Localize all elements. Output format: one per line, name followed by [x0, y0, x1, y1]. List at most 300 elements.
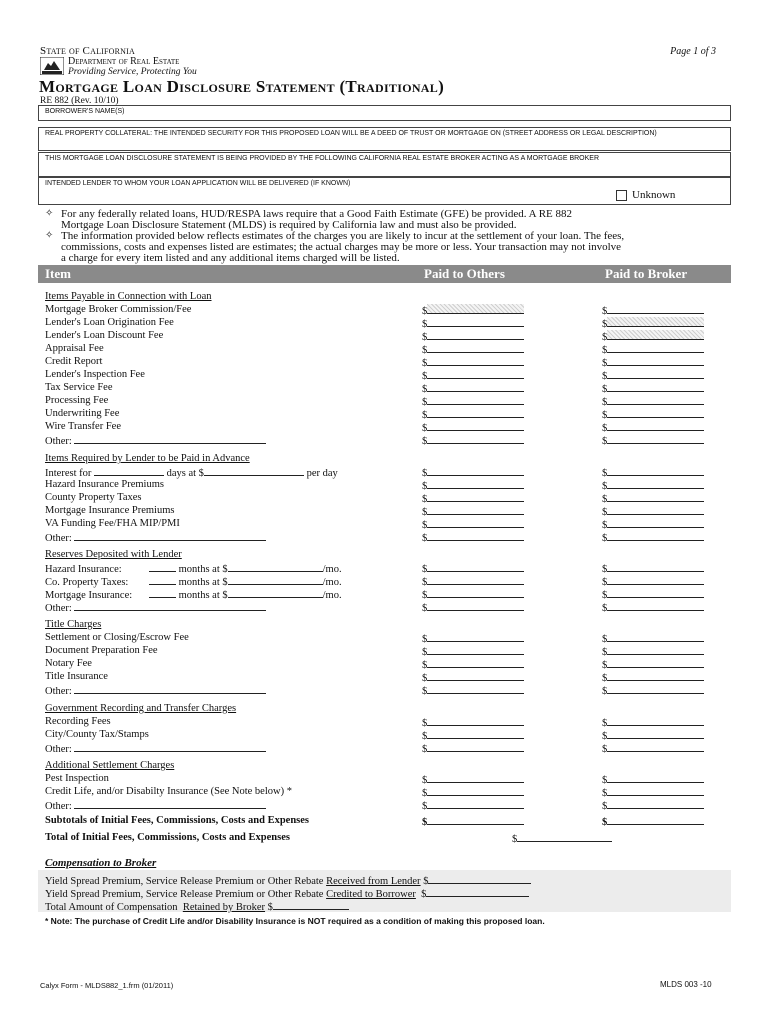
dollar-sign: $ [422, 423, 428, 434]
dollar-sign: $ [602, 673, 608, 684]
others-discount-fee [422, 330, 524, 344]
column-paid-to-broker: Paid to Broker [605, 266, 688, 281]
item-other-reserves [45, 601, 266, 615]
item-other-government [45, 742, 266, 756]
broker-discount-fee [602, 330, 704, 344]
per-month-label: /mo. [322, 590, 342, 601]
dollar-sign: $ [422, 410, 428, 421]
broker-va-funding [602, 518, 704, 532]
others-interest [422, 466, 524, 480]
item-reserve-taxes [45, 575, 342, 589]
broker-credit-life [602, 786, 704, 800]
dollar-sign: $ [422, 817, 428, 828]
other-label: Other: [45, 533, 72, 544]
others-other-advance [422, 531, 524, 545]
broker-subtotal [602, 815, 704, 829]
amount-field[interactable] [427, 562, 524, 572]
item-escrow-fee: Settlement or Closing/Escrow Fee [45, 632, 189, 643]
other-description-field[interactable] [74, 601, 266, 611]
dollar-sign: $ [422, 468, 428, 479]
dollar-sign: $ [422, 673, 428, 684]
dollar-sign: $ [602, 577, 608, 588]
item-reserve-mortgage [45, 588, 342, 602]
form-revision: RE 882 (Rev. 10/10) [40, 96, 119, 106]
item-interest [45, 466, 338, 480]
dollar-sign: $ [602, 775, 608, 786]
amount-field[interactable] [607, 304, 704, 314]
dollar-sign: $ [602, 436, 608, 447]
dollar-sign: $ [602, 494, 608, 505]
amount-field[interactable] [427, 382, 524, 392]
dollar-sign: $ [602, 520, 608, 531]
broker-title-insurance [602, 671, 704, 685]
footer-form-code: MLDS 003 -10 [660, 980, 712, 989]
broker-other-reserves [602, 601, 704, 615]
lender-label: INTENDED LENDER TO WHOM YOUR LOAN APPLICATION WILL BE DELIVERED (IF KNOWN) [45, 180, 351, 187]
broker-notary-fee [602, 658, 704, 672]
amount-field[interactable] [607, 645, 704, 655]
dollar-sign: $ [422, 436, 428, 447]
column-paid-to-others: Paid to Others [424, 266, 505, 281]
credit-life-note: * Note: The purchase of Credit Life and/or Disability Insurance is NOT required as a condition of making this proposed loan. [45, 916, 545, 926]
broker-mortgage-premiums [602, 505, 704, 519]
credited-amount-field[interactable] [426, 887, 529, 897]
grand-total [512, 832, 612, 846]
per-day-label: per day [306, 468, 338, 479]
dollar-sign: $ [602, 371, 608, 382]
broker-other-loan [602, 434, 704, 448]
item-appraisal-fee: Appraisal Fee [45, 343, 104, 354]
amount-field[interactable] [607, 531, 704, 541]
column-item: Item [45, 266, 71, 281]
amount-field[interactable] [607, 716, 704, 726]
reserve-months-field[interactable] [149, 588, 176, 598]
others-credit-report [422, 356, 524, 370]
others-va-funding [422, 518, 524, 532]
note-estimates-line2: commissions, costs and expenses listed are estimates; the actual charges may be more or less. Your transaction may not involve [61, 241, 622, 253]
page-number: Page 1 of 3 [670, 46, 716, 57]
amount-field[interactable] [607, 632, 704, 642]
form-title: Mortgage Loan Disclosure Statement (Traditional) [39, 77, 445, 96]
dollar-sign: $ [422, 686, 428, 697]
dollar-sign: $ [267, 902, 273, 913]
dollar-sign: $ [422, 603, 428, 614]
broker-broker-commission [602, 304, 704, 318]
dollar-sign: $ [602, 718, 608, 729]
amount-field[interactable] [427, 492, 524, 502]
other-label: Other: [45, 744, 72, 755]
credited-to-borrower-label: Credited to Borrower [326, 889, 416, 900]
footer-form-id: Calyx Form - MLDS882_1.frm (01/2011) [40, 981, 174, 990]
other-description-field[interactable] [74, 742, 266, 752]
item-doc-prep-fee: Document Preparation Fee [45, 645, 158, 656]
amount-field[interactable] [427, 575, 524, 585]
amount-field[interactable] [607, 356, 704, 366]
reserve-months-field[interactable] [149, 575, 176, 585]
dollar-sign: $ [422, 801, 428, 812]
dollar-sign: $ [602, 603, 608, 614]
amount-field[interactable] [427, 531, 524, 541]
other-description-field[interactable] [74, 531, 266, 541]
broker-other-government [602, 742, 704, 756]
amount-field[interactable] [607, 343, 704, 353]
diamond-bullet-icon: ✧ [45, 208, 54, 219]
item-reserve-hazard [45, 562, 342, 576]
amount-field[interactable] [427, 632, 524, 642]
dollar-sign: $ [602, 731, 608, 742]
dollar-sign: $ [422, 481, 428, 492]
amount-field-disabled [607, 317, 704, 327]
amount-field[interactable] [427, 815, 524, 825]
others-inspection-fee [422, 369, 524, 383]
dollar-sign: $ [422, 590, 428, 601]
dollar-sign: $ [422, 660, 428, 671]
amount-field[interactable] [607, 421, 704, 431]
amount-field[interactable] [427, 786, 524, 796]
amount-field[interactable] [427, 356, 524, 366]
broker-tax-stamps [602, 729, 704, 743]
others-county-taxes [422, 492, 524, 506]
reserve-taxes-label: Co. Property Taxes: [45, 577, 129, 588]
dollar-sign: $ [422, 358, 428, 369]
amount-field[interactable] [427, 369, 524, 379]
others-processing-fee [422, 395, 524, 409]
broker-recording-fees [602, 716, 704, 730]
lender-field[interactable] [38, 177, 731, 205]
item-discount-fee: Lender's Loan Discount Fee [45, 330, 164, 341]
broker-county-taxes [602, 492, 704, 506]
note-estimates-line1: The information provided below reflects estimates of the charges you are likely to incur at the settlement of your loan. The fees, [61, 230, 625, 242]
amount-field-disabled [607, 330, 704, 340]
amount-field[interactable] [607, 562, 704, 572]
borrower-name-field[interactable] [38, 105, 731, 121]
broker-credit-report [602, 356, 704, 370]
item-tax-stamps: City/County Tax/Stamps [45, 729, 149, 740]
dollar-sign: $ [422, 775, 428, 786]
amount-field[interactable] [607, 742, 704, 752]
months-at-label: months at $ [178, 564, 228, 575]
other-description-field[interactable] [74, 684, 266, 694]
department-name: Department of Real Estate [68, 56, 180, 67]
reserve-mortgage-label: Mortgage Insurance: [45, 590, 133, 601]
others-broker-commission [422, 304, 524, 318]
broker-appraisal-fee [602, 343, 704, 357]
borrower-name-label: BORROWER'S NAME(S) [45, 108, 125, 115]
dollar-sign: $ [602, 332, 608, 343]
comp-total-row [45, 900, 349, 914]
months-at-label: months at $ [178, 590, 228, 601]
interest-label: Interest for [45, 468, 92, 479]
broker-tax-service-fee [602, 382, 704, 396]
item-hazard-premiums: Hazard Insurance Premiums [45, 479, 164, 490]
item-underwriting-fee: Underwriting Fee [45, 408, 120, 419]
amount-field[interactable] [607, 408, 704, 418]
unknown-checkbox[interactable] [616, 190, 627, 201]
broker-doc-prep-fee [602, 645, 704, 659]
others-reserve-mortgage [422, 588, 524, 602]
amount-field[interactable] [607, 799, 704, 809]
amount-field[interactable] [607, 505, 704, 515]
others-recording-fees [422, 716, 524, 730]
item-inspection-fee: Lender's Inspection Fee [45, 369, 145, 380]
collateral-label: REAL PROPERTY COLLATERAL: THE INTENDED SECURITY FOR THIS PROPOSED LOAN WILL BE A DEED OF TRUST OR MORTGAGE ON (STREET ADDRESS OR LEGAL DESCRIPTION) [45, 130, 657, 137]
amount-field[interactable] [427, 421, 524, 431]
amount-field[interactable] [607, 601, 704, 611]
item-broker-commission: Mortgage Broker Commission/Fee [45, 304, 192, 315]
other-label: Other: [45, 603, 72, 614]
dollar-sign: $ [422, 744, 428, 755]
total-compensation-label: Total Amount of Compensation [45, 902, 178, 913]
retained-amount-field[interactable] [273, 900, 349, 910]
others-other-government [422, 742, 524, 756]
table-header [38, 265, 731, 283]
dollar-sign: $ [602, 358, 608, 369]
amount-field[interactable] [427, 479, 524, 489]
ysp-label: Yield Spread Premium, Service Release Premium or Other Rebate [45, 876, 324, 887]
amount-field[interactable] [607, 773, 704, 783]
section-paid-in-advance: Items Required by Lender to be Paid in Advance [45, 453, 250, 464]
amount-field[interactable] [427, 466, 524, 476]
compensation-title: Compensation to Broker [45, 857, 157, 869]
other-description-field[interactable] [74, 799, 266, 809]
broker-reserve-hazard [602, 562, 704, 576]
others-mortgage-premiums [422, 505, 524, 519]
amount-field[interactable] [607, 588, 704, 598]
dollar-sign: $ [602, 817, 608, 828]
others-subtotal [422, 815, 524, 829]
amount-field[interactable] [427, 330, 524, 340]
amount-field[interactable] [427, 658, 524, 668]
amount-field[interactable] [607, 575, 704, 585]
amount-field[interactable] [607, 684, 704, 694]
reserve-amount-field[interactable] [228, 562, 323, 572]
broker-underwriting-fee [602, 408, 704, 422]
amount-field[interactable] [607, 466, 704, 476]
amount-field[interactable] [427, 729, 524, 739]
other-label: Other: [45, 436, 72, 447]
item-recording-fees: Recording Fees [45, 716, 111, 727]
amount-field[interactable] [427, 317, 524, 327]
amount-field[interactable] [607, 479, 704, 489]
amount-field[interactable] [427, 588, 524, 598]
dollar-sign: $ [602, 481, 608, 492]
amount-field[interactable] [427, 773, 524, 783]
dollar-sign: $ [602, 590, 608, 601]
others-other-loan [422, 434, 524, 448]
others-pest-inspection [422, 773, 524, 787]
item-county-taxes: County Property Taxes [45, 492, 142, 503]
amount-field[interactable] [427, 799, 524, 809]
received-from-lender-label: Received from Lender [326, 876, 421, 887]
dollar-sign: $ [422, 494, 428, 505]
reserve-amount-field[interactable] [228, 588, 323, 598]
broker-wire-transfer-fee [602, 421, 704, 435]
amount-field[interactable] [607, 382, 704, 392]
item-tax-service-fee: Tax Service Fee [45, 382, 113, 393]
reserve-months-field[interactable] [149, 562, 176, 572]
broker-pest-inspection [602, 773, 704, 787]
dollar-sign: $ [602, 801, 608, 812]
dollar-sign: $ [602, 507, 608, 518]
amount-field[interactable] [607, 434, 704, 444]
dollar-sign: $ [422, 634, 428, 645]
retained-by-broker-label: Retained by Broker [182, 902, 266, 913]
amount-field[interactable] [607, 729, 704, 739]
others-hazard-premiums [422, 479, 524, 493]
dollar-sign: $ [602, 345, 608, 356]
dollar-sign: $ [602, 410, 608, 421]
dollar-sign: $ [422, 788, 428, 799]
broker-reserve-taxes [602, 575, 704, 589]
amount-field[interactable] [427, 434, 524, 444]
reserve-hazard-label: Hazard Insurance: [45, 564, 122, 575]
amount-field[interactable] [607, 492, 704, 502]
others-escrow-fee [422, 632, 524, 646]
amount-field[interactable] [607, 786, 704, 796]
section-reserves: Reserves Deposited with Lender [45, 549, 182, 560]
others-appraisal-fee [422, 343, 524, 357]
ysp-label: Yield Spread Premium, Service Release Premium or Other Rebate [45, 889, 324, 900]
dollar-sign: $ [422, 507, 428, 518]
amount-field[interactable] [427, 645, 524, 655]
others-tax-stamps [422, 729, 524, 743]
dollar-sign: $ [422, 564, 428, 575]
amount-field[interactable] [607, 815, 704, 825]
dollar-sign: $ [422, 371, 428, 382]
per-month-label: /mo. [322, 577, 342, 588]
received-amount-field[interactable] [428, 874, 531, 884]
total-amount-field[interactable] [517, 832, 612, 842]
amount-field[interactable] [427, 671, 524, 681]
note-gfe-line2: Mortgage Loan Disclosure Statement (MLDS) is required by California law and must also be provided. [61, 219, 517, 231]
item-mortgage-premiums: Mortgage Insurance Premiums [45, 505, 175, 516]
amount-field[interactable] [427, 343, 524, 353]
dollar-sign: $ [422, 520, 428, 531]
dollar-sign: $ [422, 577, 428, 588]
broker-reserve-mortgage [602, 588, 704, 602]
total-label: Total of Initial Fees, Commissions, Costs and Expenses [45, 832, 290, 843]
item-other-additional [45, 799, 266, 813]
others-doc-prep-fee [422, 645, 524, 659]
dollar-sign: $ [602, 533, 608, 544]
amount-field[interactable] [607, 518, 704, 528]
comp-received-row [45, 874, 531, 888]
dollar-sign: $ [602, 384, 608, 395]
dollar-sign: $ [422, 397, 428, 408]
amount-field[interactable] [607, 658, 704, 668]
others-wire-transfer-fee [422, 421, 524, 435]
unknown-label: Unknown [632, 189, 676, 201]
amount-field[interactable] [427, 601, 524, 611]
amount-field[interactable] [607, 395, 704, 405]
dollar-sign: $ [602, 744, 608, 755]
broker-other-advance [602, 531, 704, 545]
others-reserve-hazard [422, 562, 524, 576]
note-gfe-line1: For any federally related loans, HUD/RESPA laws require that a Good Faith Estimate (GFE) be provided. A RE 882 [61, 208, 573, 220]
broker-processing-fee [602, 395, 704, 409]
broker-interest [602, 466, 704, 480]
others-other-additional [422, 799, 524, 813]
others-origination-fee [422, 317, 524, 331]
item-va-funding: VA Funding Fee/FHA MIP/PMI [45, 518, 180, 529]
other-description-field[interactable] [74, 434, 266, 444]
months-at-label: months at $ [178, 577, 228, 588]
amount-field[interactable] [427, 505, 524, 515]
dollar-sign: $ [421, 889, 427, 900]
reserve-amount-field[interactable] [228, 575, 323, 585]
others-other-reserves [422, 601, 524, 615]
dollar-sign: $ [423, 876, 429, 887]
others-underwriting-fee [422, 408, 524, 422]
amount-field[interactable] [607, 369, 704, 379]
dollar-sign: $ [602, 306, 608, 317]
tagline: Providing Service, Protecting You [68, 67, 197, 77]
dollar-sign: $ [422, 384, 428, 395]
amount-field[interactable] [427, 742, 524, 752]
section-government: Government Recording and Transfer Charges [45, 703, 237, 714]
broker-inspection-fee [602, 369, 704, 383]
amount-field[interactable] [607, 671, 704, 681]
broker-other-title [602, 684, 704, 698]
item-other-loan [45, 434, 266, 448]
broker-origination-fee [602, 317, 704, 331]
dollar-sign: $ [422, 533, 428, 544]
dre-seal-logo [40, 57, 64, 75]
item-title-insurance: Title Insurance [45, 671, 108, 682]
amount-field[interactable] [427, 408, 524, 418]
dollar-sign: $ [422, 731, 428, 742]
others-notary-fee [422, 658, 524, 672]
dollar-sign: $ [422, 718, 428, 729]
note-estimates-line3: a charge for every item listed and any additional items charged will be listed. [61, 252, 400, 264]
others-other-title [422, 684, 524, 698]
interest-days-field[interactable] [94, 466, 164, 476]
dollar-sign: $ [602, 319, 608, 330]
dollar-sign: $ [602, 423, 608, 434]
dollar-sign: $ [422, 306, 428, 317]
interest-rate-field[interactable] [204, 466, 304, 476]
dollar-sign: $ [422, 345, 428, 356]
other-label: Other: [45, 686, 72, 697]
broker-other-additional [602, 799, 704, 813]
item-wire-transfer-fee: Wire Transfer Fee [45, 421, 121, 432]
per-month-label: /mo. [322, 564, 342, 575]
dollar-sign: $ [422, 319, 428, 330]
dollar-sign: $ [602, 660, 608, 671]
others-reserve-taxes [422, 575, 524, 589]
others-title-insurance [422, 671, 524, 685]
comp-credited-row [45, 887, 529, 901]
section-additional: Additional Settlement Charges [45, 760, 175, 771]
dollar-sign: $ [602, 564, 608, 575]
amount-field-disabled [427, 304, 524, 314]
state-of-california: State of California [40, 45, 136, 57]
amount-field[interactable] [427, 395, 524, 405]
broker-escrow-fee [602, 632, 704, 646]
dollar-sign: $ [512, 834, 518, 845]
other-label: Other: [45, 801, 72, 812]
item-other-title [45, 684, 266, 698]
amount-field[interactable] [427, 684, 524, 694]
others-tax-service-fee [422, 382, 524, 396]
days-at-label: days at $ [166, 468, 204, 479]
amount-field[interactable] [427, 518, 524, 528]
amount-field[interactable] [427, 716, 524, 726]
broker-hazard-premiums [602, 479, 704, 493]
collateral-field[interactable] [38, 127, 731, 151]
dollar-sign: $ [422, 332, 428, 343]
broker-field[interactable] [38, 152, 731, 177]
